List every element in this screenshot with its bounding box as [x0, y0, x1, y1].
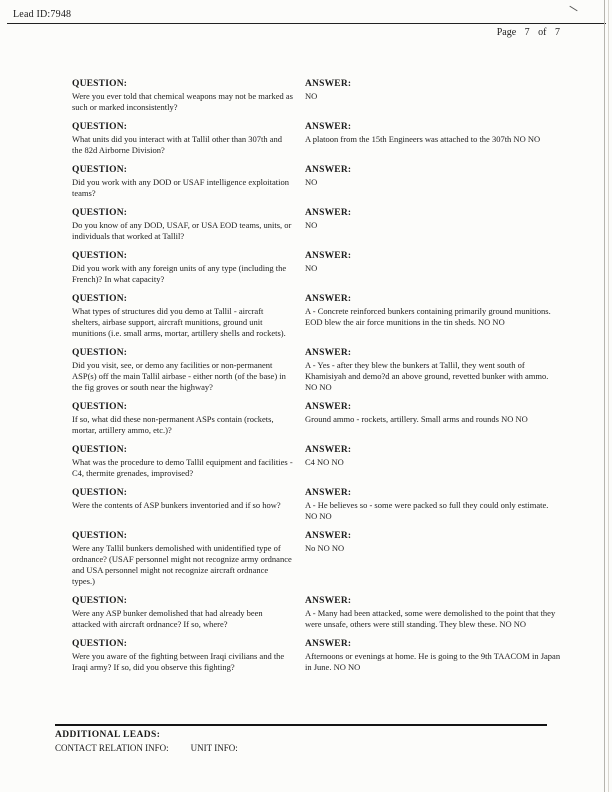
scan-edge-artifact — [608, 0, 609, 792]
question-block — [72, 444, 305, 479]
question-text: Were you ever told that chemical weapons may not be marked as such or marked inconsistently? — [72, 91, 293, 112]
question-label: QUESTION: — [72, 596, 128, 606]
answer-block — [305, 347, 562, 393]
answer-label: ANSWER: — [305, 596, 352, 606]
answer-text: NO — [305, 91, 318, 101]
question-text: If so, what did these non-permanent ASPs contain (rockets, mortar, artillery ammo, etc.)? — [72, 414, 274, 435]
question-text: What units did you interact with at Tallil other than 307th and the 82d Airborne Division? — [72, 134, 283, 155]
answer-text: A - Many had been attacked, some were demolished to the point that they were unsafe, others were still standing. They blew these. NO NO — [305, 608, 556, 629]
answer-label: ANSWER: — [305, 402, 352, 412]
additional-leads-heading: ADDITIONAL LEADS: — [55, 730, 161, 740]
question-label: QUESTION: — [72, 165, 128, 175]
question-text: What types of structures did you demo at Tallil - aircraft shelters, airbase support, aircraft munitions, ground unit munitions (i.e. small arms, mortar, artillery shells and rockets). — [72, 306, 286, 338]
lead-id-label: Lead ID:7948 — [13, 9, 72, 20]
qa-pair — [72, 293, 562, 339]
answer-label: ANSWER: — [305, 488, 352, 498]
answer-block — [305, 638, 562, 673]
answer-block — [305, 444, 562, 468]
answer-block — [305, 487, 562, 522]
qa-pair — [72, 78, 562, 113]
answer-text: Afternoons or evenings at home. He is going to the 9th TAACOM in Japan in June. NO NO — [305, 651, 561, 672]
question-text: What was the procedure to demo Tallil equipment and facilities - C4, thermite grenades, improvised? — [72, 457, 293, 478]
answer-text: A - He believes so - some were packed so full they could only estimate. NO NO — [305, 500, 549, 521]
answer-block — [305, 250, 562, 274]
header-rule — [7, 23, 606, 24]
answer-text: A platoon from the 15th Engineers was attached to the 307th NO NO — [305, 134, 541, 144]
contact-relation-label: CONTACT RELATION INFO: — [55, 743, 169, 753]
answer-label: ANSWER: — [305, 79, 352, 89]
answer-text: NO — [305, 220, 318, 230]
answer-block — [305, 207, 562, 231]
answer-block — [305, 164, 562, 188]
scan-mark-artifact — [569, 6, 577, 12]
question-label: QUESTION: — [72, 445, 128, 455]
question-text: Were the contents of ASP bunkers inventoried and if so how? — [72, 500, 281, 510]
answer-text: No NO NO — [305, 543, 345, 553]
question-label: QUESTION: — [72, 208, 128, 218]
answer-block — [305, 530, 562, 554]
question-block — [72, 401, 305, 436]
question-label: QUESTION: — [72, 488, 128, 498]
answer-block — [305, 401, 562, 425]
answer-block — [305, 293, 562, 328]
question-block — [72, 250, 305, 285]
qa-pair — [72, 595, 562, 630]
qa-pair — [72, 164, 562, 199]
answer-label: ANSWER: — [305, 122, 352, 132]
answer-label: ANSWER: — [305, 348, 352, 358]
question-block — [72, 121, 305, 156]
question-block — [72, 347, 305, 393]
answer-block — [305, 595, 562, 630]
question-text: Were any ASP bunker demolished that had already been attacked with aircraft ordnance? If so, where? — [72, 608, 263, 629]
question-label: QUESTION: — [72, 348, 128, 358]
answer-text: C4 NO NO — [305, 457, 344, 467]
question-text: Did you work with any foreign units of any type (including the French)? In what capacity? — [72, 263, 287, 284]
question-block — [72, 207, 305, 242]
answer-label: ANSWER: — [305, 251, 352, 261]
qa-list — [72, 78, 562, 673]
question-label: QUESTION: — [72, 531, 128, 541]
question-text: Did you work with any DOD or USAF intelligence exploitation teams? — [72, 177, 289, 198]
question-label: QUESTION: — [72, 251, 128, 261]
answer-text: NO — [305, 177, 318, 187]
unit-info-label: UNIT INFO: — [190, 743, 238, 753]
page-number: Page 7 of 7 — [496, 27, 560, 38]
qa-pair — [72, 638, 562, 673]
footer-section — [55, 724, 547, 753]
footer-info-row — [55, 743, 547, 753]
question-block — [72, 487, 305, 511]
question-text: Do you know of any DOD, USAF, or USA EOD teams, units, or individuals that worked at Tallil? — [72, 220, 292, 241]
qa-pair — [72, 444, 562, 479]
answer-label: ANSWER: — [305, 208, 352, 218]
answer-label: ANSWER: — [305, 531, 352, 541]
answer-text: A - Yes - after they blew the bunkers at Tallil, they went south of Khamisiyah and demo?d an above ground, revetted bunker with ammo. NO NO — [305, 360, 549, 392]
qa-pair — [72, 347, 562, 393]
question-block — [72, 164, 305, 199]
answer-label: ANSWER: — [305, 639, 352, 649]
question-label: QUESTION: — [72, 294, 128, 304]
qa-pair — [72, 487, 562, 522]
question-block — [72, 293, 305, 339]
qa-pair — [72, 250, 562, 285]
answer-text: NO — [305, 263, 318, 273]
answer-label: ANSWER: — [305, 165, 352, 175]
answer-block — [305, 78, 562, 102]
qa-pair — [72, 207, 562, 242]
question-label: QUESTION: — [72, 402, 128, 412]
answer-text: A - Concrete reinforced bunkers containing primarily ground munitions. EOD blew the air force munitions in the tin sheds. NO NO — [305, 306, 551, 327]
answer-text: Ground ammo - rockets, artillery. Small arms and rounds NO NO — [305, 414, 528, 424]
question-block — [72, 530, 305, 587]
qa-pair — [72, 121, 562, 156]
question-text: Were you aware of the fighting between Iraqi civilians and the Iraqi army? If so, did you observe this fighting? — [72, 651, 285, 672]
question-label: QUESTION: — [72, 122, 128, 132]
answer-block — [305, 121, 562, 145]
qa-pair — [72, 401, 562, 436]
answer-label: ANSWER: — [305, 445, 352, 455]
question-label: QUESTION: — [72, 79, 128, 89]
scan-edge-artifact — [604, 0, 605, 792]
question-block — [72, 595, 305, 630]
question-text: Did you visit, see, or demo any facilities or non-permanent ASP(s) off the main Tallil airbase - either north (of the base) in the fig groves or south near the highway? — [72, 360, 286, 392]
question-block — [72, 638, 305, 673]
qa-pair — [72, 530, 562, 587]
question-block — [72, 78, 305, 113]
question-text: Were any Tallil bunkers demolished with unidentified type of ordnance? (USAF personnel might not recognize army ordnance and USA personnel might not recognize aircraft ordnance types.) — [72, 543, 292, 586]
answer-label: ANSWER: — [305, 294, 352, 304]
question-label: QUESTION: — [72, 639, 128, 649]
